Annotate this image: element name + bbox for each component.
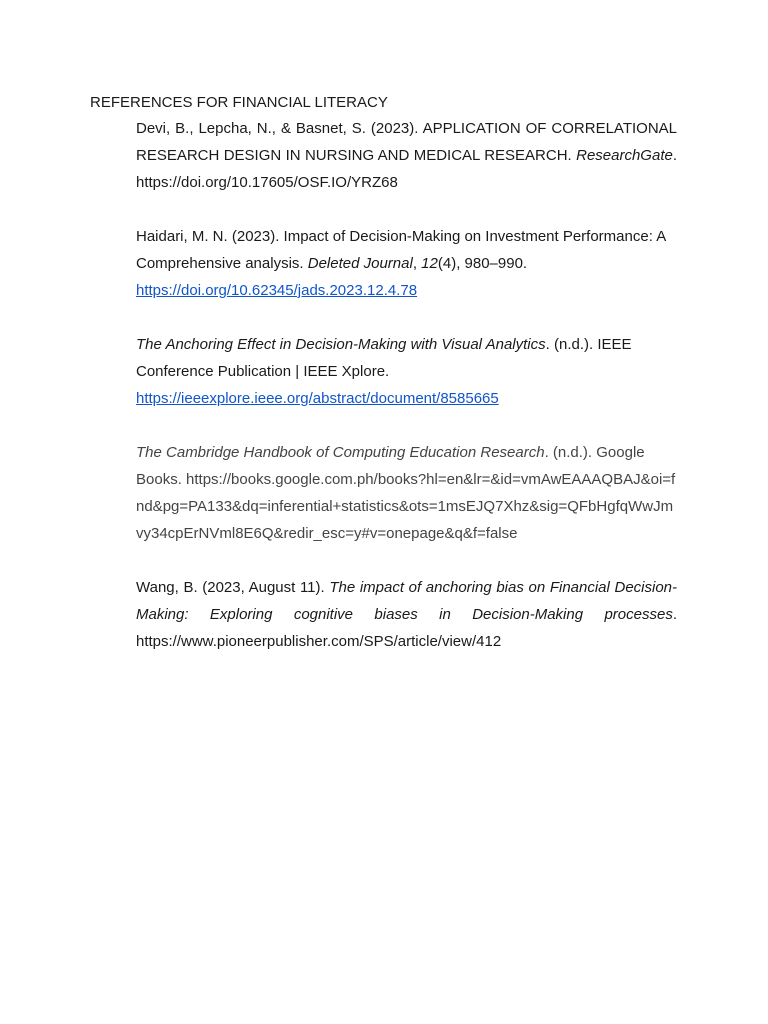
reference-item-devi: [136, 115, 677, 196]
reference-volume: 12: [421, 255, 438, 272]
reference-title: The impact of anchoring bias on Financial Decision-Making: Exploring cognitive biases in Decision-Making processes: [136, 579, 678, 623]
reference-journal: Deleted Journal: [307, 255, 413, 272]
page-title: REFERENCES FOR FINANCIAL LITERACY: [90, 94, 388, 111]
reference-details: . (n.d.). IEEE Conference Publication | IEEE Xplore.: [136, 336, 632, 380]
reference-title: The Anchoring Effect in Decision-Making with Visual Analytics: [136, 336, 546, 353]
reference-punctuation: .: [672, 606, 677, 623]
reference-punctuation: ,: [412, 255, 417, 272]
reference-item-anchoring-effect: [136, 331, 677, 412]
reference-issue-pages: (4), 980–990.: [437, 255, 528, 272]
reference-item-wang: [136, 574, 677, 655]
reference-item-cambridge-handbook: [136, 439, 677, 547]
reference-authors: Haidari, M. N. (2023). Impact of Decision-Making on Investment Performance: A Comprehensive analysis.: [136, 228, 666, 272]
reference-link[interactable]: https://doi.org/10.62345/jads.2023.12.4.78: [136, 282, 418, 299]
reference-item-haidari: [136, 223, 677, 304]
reference-url: https://doi.org/10.17605/OSF.IO/YRZ68: [136, 174, 398, 191]
reference-authors: Wang, B. (2023, August 11).: [136, 579, 325, 596]
reference-url: https://www.pioneerpublisher.com/SPS/article/view/412: [136, 633, 502, 650]
reference-list: [136, 115, 677, 682]
reference-punctuation: .: [672, 147, 677, 164]
reference-details: . (n.d.). Google Books.: [136, 444, 645, 488]
reference-link[interactable]: https://ieeexplore.ieee.org/abstract/document/8585665: [136, 390, 499, 407]
reference-title: The Cambridge Handbook of Computing Education Research: [136, 444, 545, 461]
reference-url: https://books.google.com.ph/books?hl=en&lr=&id=vmAwEAAAQBAJ&oi=fnd&pg=PA133&dq=inferential+statistics&ots=1msEJQ7Xhz&sig=QFbHgfqWwJmvy34cpErNVml8E6Q&redir_esc=y#v=onepage&q&f=false: [136, 471, 676, 542]
reference-source: ResearchGate: [576, 147, 673, 164]
reference-authors: Devi, B., Lepcha, N., & Basnet, S. (2023). APPLICATION OF CORRELATIONAL RESEARCH DESIGN IN NURSING AND MEDICAL RESEARCH.: [136, 120, 677, 164]
